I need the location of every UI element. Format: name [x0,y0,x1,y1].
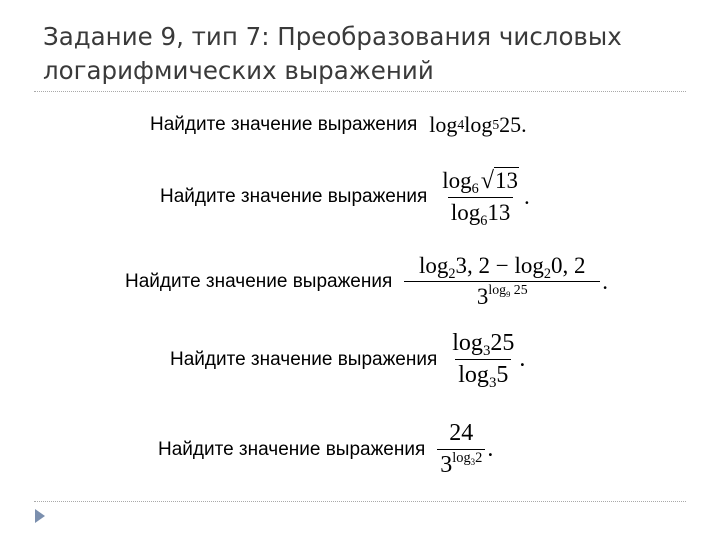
task-2 [160,167,530,229]
task-prompt: Найдите значение выражения [170,348,438,370]
slide-bullet-arrow-icon [35,509,45,523]
slide-title: Задание 9, тип 7: Преобразования числовых логарифмических выражений [43,22,622,85]
footer-divider [34,501,686,502]
task-4-expression: $\frac{\log_325}{\log_35}$ . [449,330,525,389]
fraction: $\frac{\log_325}{\log_35}$ [452,330,515,392]
task-prompt: Найдите значение выражения [160,185,428,207]
fraction: $\frac{24}{3^{log_32}}$ [437,420,485,479]
task-1-expression: log 4 log 5 25 . [429,112,527,137]
task-2-expression: $\frac{\log_6√13}{\log_613}$ . [439,167,530,226]
fraction: $\frac{\log_23, 2 - \log_20, 2}{3^{log_9 25}}$ [404,253,600,310]
task-4 [170,330,526,392]
task-1 [150,112,527,138]
task-3-expression: $\frac{\log_23, 2 - \log_20, 2}{3^{log_9 25}}$ . [404,253,608,310]
title-divider [34,91,686,92]
fraction: $\frac{\log_6√13}{\log_613}$ [442,167,519,229]
task-5 [158,420,493,479]
task-3 [125,253,608,310]
task-prompt: Найдите значение выражения [150,114,418,135]
task-prompt: Найдите значение выражения [158,438,426,460]
square-root-sign: √ [480,167,495,194]
task-prompt: Найдите значение выражения [125,270,393,292]
task-5-expression: $\frac{24}{3^{log_32}}$ . [437,420,493,479]
